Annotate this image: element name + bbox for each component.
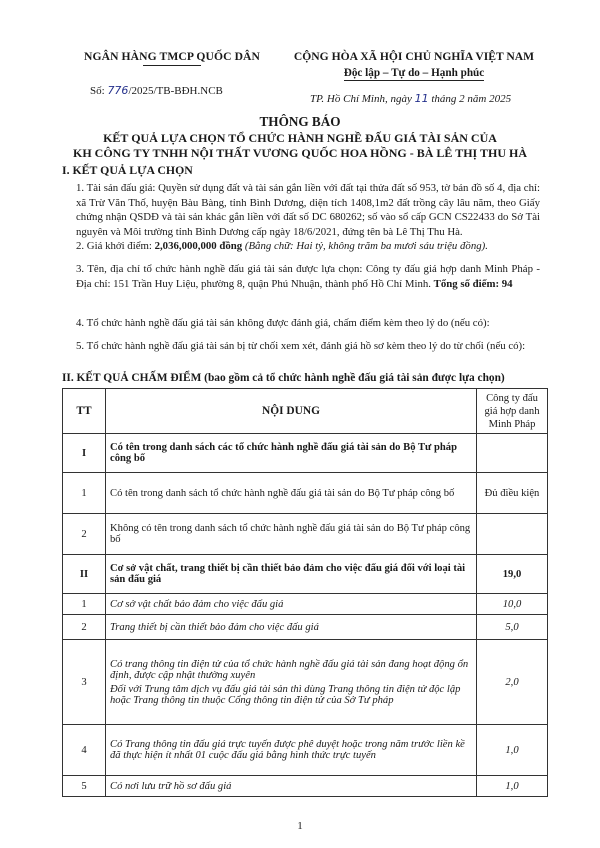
table-row (63, 776, 548, 797)
row-value: 2,0 (477, 640, 548, 725)
nation-name: CỘNG HÒA XÃ HỘI CHỦ NGHĨA VIỆT NAM (293, 50, 535, 63)
row-content-part2: Đối với Trung tâm dịch vụ đấu giá tài sản thì dùng Trang thông tin điện tử độc lập hoặc Trang thông tin thuộc Cổng thông tin điện tử của Sở Tư pháp (110, 683, 461, 706)
table-row (63, 434, 548, 473)
row-content: Không có tên trong danh sách tổ chức hành nghề đấu giá tài sản do Bộ Tư pháp công bố (106, 514, 477, 555)
row-value: Đủ điều kiện (477, 473, 548, 514)
item2-lead: 2. Giá khởi điểm: (76, 240, 155, 252)
row-content: Có tên trong danh sách tổ chức hành nghề đấu giá tài sản do Bộ Tư pháp công bố (106, 473, 477, 514)
doc-title: THÔNG BÁO (259, 114, 341, 129)
row-content-part1: Có trang thông tin điện tử của tổ chức hành nghề đấu giá tài sản đang hoạt động ổn định, được cập nhật thường xuyên (110, 658, 469, 681)
doc-subtitle-line2: KH CÔNG TY TNHH NỘI THẤT VƯƠNG QUỐC HOA HỒNG - BÀ LÊ THỊ THU HÀ (73, 146, 527, 160)
row-tt: 2 (63, 615, 106, 640)
row-tt: 4 (63, 725, 106, 776)
row-content: Có Trang thông tin đấu giá trực tuyến được phê duyệt hoặc trong năm trước liền kề đã thực hiện ít nhất 01 cuộc đấu giá bằng hình thức trực tuyến (106, 725, 477, 776)
bank-name: NGÂN HÀNG TMCP QUỐC DÂN (84, 50, 260, 63)
table-row (63, 725, 548, 776)
item3-lead: 3. Tên, địa chỉ tổ chức hành nghề đấu giá tài sản được lựa chọn: Công ty đấu giá hợp danh Minh Pháp - Địa chỉ: 151 Trần Huy Liệu, phường 8, quận Phú Nhuận, thành phố Hồ Chí Minh. (76, 263, 540, 290)
national-header (278, 50, 550, 81)
table-row (63, 594, 548, 615)
row-value: 19,0 (477, 555, 548, 594)
doc-no-suffix: /2025/TB-BĐH.NCB (128, 85, 223, 97)
table-row (63, 640, 548, 725)
document-number (90, 84, 223, 97)
section1-item2 (76, 239, 540, 254)
table-row (63, 473, 548, 514)
table-header-row (63, 389, 548, 434)
place-and-date (310, 92, 511, 105)
col-header-tt: TT (63, 389, 106, 434)
issuer-block (62, 50, 282, 66)
date-suffix: tháng 2 năm 2025 (428, 93, 512, 105)
row-content (106, 640, 477, 725)
row-content: Cơ sở vật chất bảo đảm cho việc đấu giá (106, 594, 477, 615)
row-content: Cơ sở vật chất, trang thiết bị cần thiết bảo đảm cho việc đấu giá đối với loại tài sản đấu giá (106, 555, 477, 594)
page-number: 1 (297, 820, 303, 832)
row-value: 10,0 (477, 594, 548, 615)
row-value: 1,0 (477, 725, 548, 776)
row-value (477, 434, 548, 473)
section2-heading: II. KẾT QUẢ CHẤM ĐIỂM (bao gồm cả tổ chức hành nghề đấu giá tài sản được lựa chọn) (62, 372, 505, 384)
row-value: 5,0 (477, 615, 548, 640)
row-content: Có nơi lưu trữ hồ sơ đấu giá (106, 776, 477, 797)
doc-subtitle-line1: KẾT QUẢ LỰA CHỌN TỔ CHỨC HÀNH NGHỀ ĐẤU GIÁ TÀI SẢN CỦA (103, 131, 497, 145)
table-row (63, 555, 548, 594)
row-tt: II (63, 555, 106, 594)
score-table (62, 388, 548, 797)
table-row (63, 514, 548, 555)
section1-item1: 1. Tài sản đấu giá: Quyền sử dụng đất và tài sản gắn liền với đất tại thửa đất số 953, tờ bản đồ số 4, địa chỉ: xã Trừ Văn Thố, huyện Bàu Bàng, tỉnh Bình Dương, diện tích 1408,1m2 đất trồng cây lâu năm, theo Giấy chứng nhận QSDĐ và tài sản khác gắn liền với đất số DC 680262; số vào sổ cấp GCN CS22433 do Sở Tài nguyên và Môi trường tỉnh Bình Dương cấp ngày 18/6/2021, đứng tên bà Lê Thị Thu Hà. (76, 182, 540, 238)
starting-price: 2,036,000,000 đồng (154, 240, 243, 252)
section1-item3 (76, 262, 540, 291)
section1-item5: 5. Tổ chức hành nghề đấu giá tài sản bị từ chối xem xét, đánh giá hồ sơ kèm theo lý do từ chối (nếu có): (76, 340, 526, 352)
col-header-organization: Công ty đấu giá hợp danh Minh Pháp (477, 389, 548, 434)
row-tt: 1 (63, 594, 106, 615)
row-value: 1,0 (477, 776, 548, 797)
date-day-handwritten: 11 (414, 92, 429, 105)
bank-name-underline (143, 65, 201, 66)
date-prefix: TP. Hồ Chí Minh, ngày (310, 93, 415, 105)
row-value (477, 514, 548, 555)
doc-no-handwritten: 776 (107, 84, 129, 97)
section1-item4: 4. Tổ chức hành nghề đấu giá tài sản không được đánh giá, chấm điểm kèm theo lý do (nếu có): (76, 317, 490, 329)
table-row (63, 615, 548, 640)
row-tt: 2 (63, 514, 106, 555)
starting-price-words: (Bằng chữ: Hai tỷ, không trăm ba mươi sáu triệu đồng). (242, 240, 488, 252)
row-content: Có tên trong danh sách các tổ chức hành nghề đấu giá tài sản do Bộ Tư pháp công bố (106, 434, 477, 473)
section1-heading: I. KẾT QUẢ LỰA CHỌN (62, 163, 193, 177)
row-content: Trang thiết bị cần thiết bảo đảm cho việc đấu giá (106, 615, 477, 640)
col-header-content: NỘI DUNG (106, 389, 477, 434)
row-tt: 3 (63, 640, 106, 725)
row-tt: 5 (63, 776, 106, 797)
doc-no-prefix: Số: (90, 85, 108, 97)
total-score: Tổng số điểm: 94 (433, 277, 513, 290)
row-tt: 1 (63, 473, 106, 514)
row-tt: I (63, 434, 106, 473)
motto: Độc lập – Tự do – Hạnh phúc (343, 67, 485, 79)
